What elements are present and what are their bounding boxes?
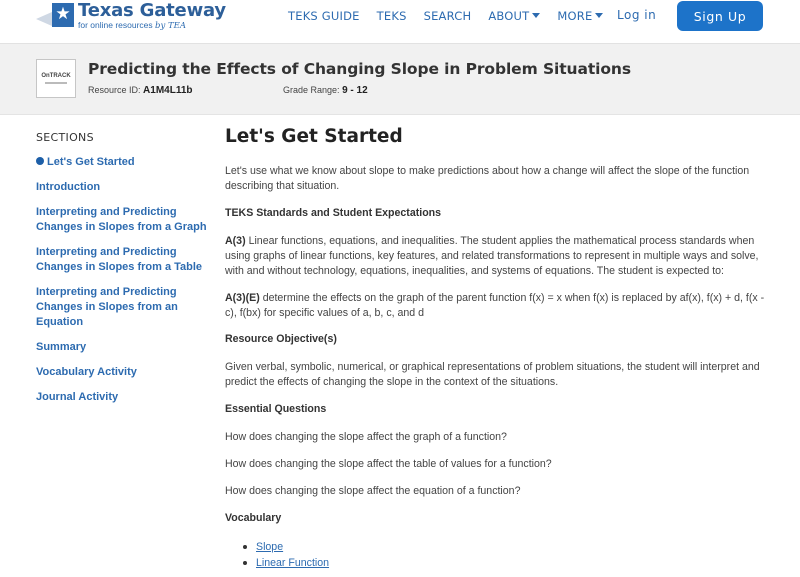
sidebar-item-slopes-table[interactable]: Interpreting and Predicting Changes in Slopes from a Table	[36, 246, 203, 273]
nav-teks-guide[interactable]: TEKS GUIDE	[288, 9, 360, 23]
section-title: Let's Get Started	[225, 126, 403, 147]
sidebar-item-slopes-graph[interactable]: Interpreting and Predicting Changes in Slopes from a Graph	[36, 206, 207, 233]
vocab-link-linear-function[interactable]: Linear Function	[243, 556, 329, 572]
teks-a3-paragraph: A(3) Linear functions, equations, and inequalities. The student applies the mathematical process standards when using graphs of linear functions, key features, and related transformations to represent in multiple ways and solve, with and without technology, equations, inequalities, and systems of equations. The student is expected to:	[225, 235, 759, 277]
sidebar-item-journal-activity[interactable]: Journal Activity	[36, 391, 119, 403]
sidebar-item-vocabulary-activity[interactable]: Vocabulary Activity	[36, 366, 137, 378]
sections-sidebar	[36, 131, 211, 403]
active-dot-icon	[36, 157, 44, 165]
chevron-down-icon	[532, 13, 540, 18]
star-flag-icon: ★	[36, 0, 76, 28]
logo-title: Texas Gateway	[78, 0, 226, 21]
top-navbar	[0, 0, 800, 44]
vocab-link-slope[interactable]: Slope	[243, 540, 329, 556]
intro-paragraph: Let's use what we know about slope to make predictions about how a change will affect the slope of the function describing that situation.	[225, 165, 750, 192]
sidebar-item-introduction[interactable]: Introduction	[36, 181, 101, 193]
grade-range: Grade Range: 9 - 12	[283, 85, 368, 96]
ontrack-badge-icon: OnTRACK	[36, 59, 76, 98]
vocabulary-list	[243, 540, 329, 571]
sections-heading: SECTIONS	[36, 131, 94, 144]
resource-header	[0, 44, 800, 115]
signup-button[interactable]: Sign Up	[677, 1, 763, 31]
essential-question: How does changing the slope affect the table of values for a function?	[225, 458, 552, 470]
nav-about[interactable]: ABOUT	[488, 9, 540, 23]
questions-heading: Essential Questions	[225, 403, 327, 415]
logo-subtitle: for online resources by TEA	[78, 20, 186, 31]
teks-a3e-paragraph: A(3)(E) determine the effects on the graph of the parent function f(x) = x when f(x) is replaced by af(x), f(x) + d, f(x - c), f(bx) for specific values of a, b, c, and d	[225, 292, 765, 319]
sidebar-item-lets-get-started[interactable]: Let's Get Started	[36, 155, 135, 170]
login-link[interactable]: Log in	[617, 8, 657, 22]
nav-search[interactable]: SEARCH	[423, 9, 472, 23]
essential-question: How does changing the slope affect the equation of a function?	[225, 485, 521, 497]
nav-teks[interactable]: TEKS	[376, 9, 407, 23]
teks-heading: TEKS Standards and Student Expectations	[225, 207, 442, 219]
nav-more[interactable]: MORE	[557, 9, 603, 23]
sidebar-item-summary[interactable]: Summary	[36, 341, 87, 353]
vocabulary-heading: Vocabulary	[225, 512, 282, 524]
objective-paragraph: Given verbal, symbolic, numerical, or graphical representations of problem situations, the student will interpret and predict the effects of changing the slope in the context of the situations.	[225, 361, 760, 388]
main-content	[225, 126, 770, 569]
objective-heading: Resource Objective(s)	[225, 333, 337, 345]
sidebar-item-slopes-equation[interactable]: Interpreting and Predicting Changes in Slopes from an Equation	[36, 286, 178, 328]
main-nav	[288, 9, 620, 23]
resource-id: Resource ID: A1M4L11b	[88, 85, 193, 96]
resource-title: Predicting the Effects of Changing Slope in Problem Situations	[88, 60, 631, 78]
texas-gateway-logo[interactable]	[36, 0, 226, 32]
essential-question: How does changing the slope affect the graph of a function?	[225, 431, 507, 443]
chevron-down-icon	[595, 13, 603, 18]
